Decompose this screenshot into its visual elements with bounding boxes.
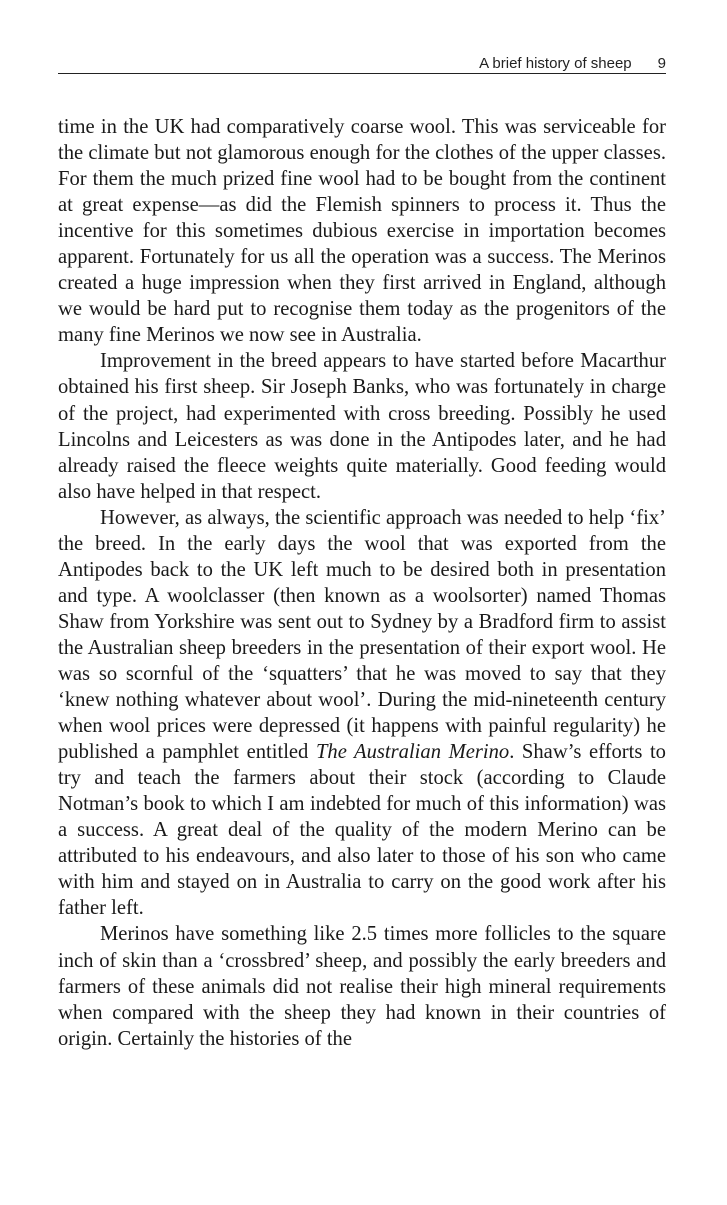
paragraph-3 xyxy=(58,505,666,922)
paragraph-1: time in the UK had comparatively coarse wool. This was serviceable for the climate but not glamorous enough for the clothes of the upper classes. For them the much prized fine wool had to be bought from the continent at great expense—as did the Flemish spinners to process it. Thus the incentive for this sometimes dubious exercise in importation becomes apparent. Fortunately for us all the operation was a success. The Merinos created a huge impression when they first arrived in England, although we would be hard put to recognise them today as the progenitors of the many fine Merinos we now see in Australia. xyxy=(58,116,666,347)
page-number: 9 xyxy=(657,55,666,72)
running-head-title: A brief history of sheep xyxy=(479,55,632,72)
paragraph-4: Merinos have something like 2.5 times more follicles to the square inch of skin than a ‘crossbred’ sheep, and possibly the early breeders and farmers of these animals did not realise their high mineral requirements when compared with the sheep they had known in their countries of origin. Certainly the histories of the xyxy=(58,923,666,1050)
pamphlet-title: The Australian Merino xyxy=(315,741,510,764)
body-text xyxy=(58,114,666,1052)
paragraph-2: Improvement in the breed appears to have started before Macarthur obtained his first sheep. Sir Joseph Banks, who was fortunately in charge of the project, had experimented with cross breeding. Possibly he used Lincolns and Leicesters as was done in the Antipodes later, and he had already raised the fleece weights quite materially. Good feeding would also have helped in that respect. xyxy=(58,350,666,503)
running-head xyxy=(58,55,666,74)
paragraph-3-text-end: . Shaw’s efforts to try and teach the farmers about their stock (according to Claude Notman’s book to which I am indebted for much of this information) was a success. A great deal of the quality of the modern Merino can be attributed to his endeavours, and also later to those of his son who came with him and stayed on in Australia to carry on the good work after his father left. xyxy=(58,741,666,920)
paragraph-3-text-start: However, as always, the scientific approach was needed to help ‘fix’ the breed. In the early days the wool that was exported from the Antipodes back to the UK left much to be desired both in presentation and type. A woolclasser (then known as a woolsorter) named Thomas Shaw from Yorkshire was sent out to Sydney by a Bradford firm to assist the Australian sheep breeders in the presentation of their export wool. He was so scornful of the ‘squatters’ that he was moved to say that they ‘knew nothing whatever about wool’. During the mid-nineteenth century when wool prices were depressed (it happens with painful regularity) he published a pamphlet entitled xyxy=(58,506,666,764)
